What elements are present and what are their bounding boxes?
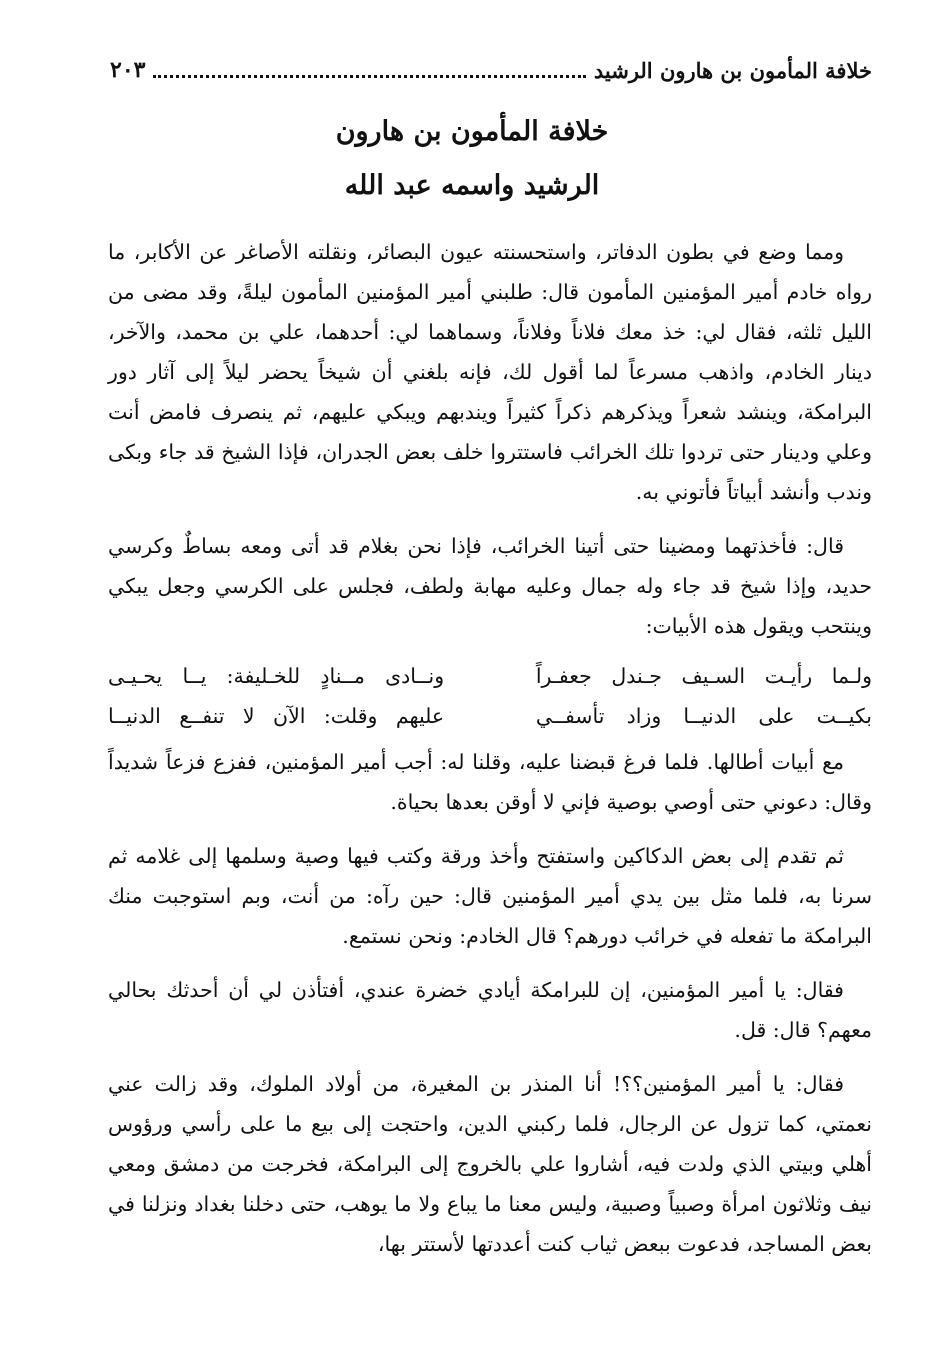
poem-verses <box>108 656 872 736</box>
paragraph-6: فقال: يا أمير المؤمنين؟؟! أنا المنذر بن المغيرة، من أولاد الملوك، وقد زالت عني نعمتي، كما تزول عن الرجال، فلما ركبني الدين، واحتجت إلى بيع ما على رأسي ورؤوس أهلي وبيتي الذي ولدت فيه، أشاروا علي بالخروج إلى البرامكة، فخرجت من دمشق ومعي نيف وثلاثون امرأة وصبياً وصبية، وليس معنا ما يباع ولا ما يوهب، حتى دخلنا بغداد ونزلنا في بعض المساجد، فدعوت ببعض ثياب كنت أعددتها لأستتر بها، <box>108 1072 872 1256</box>
header-dot-leader <box>153 73 585 78</box>
verse-2-second-hemistich: عليهم وقلت: الآن لا تنفــع الدنيــا <box>108 704 445 728</box>
verse-2-first-hemistich: بكيــت على الدنيــا وزاد تأسفــي <box>535 704 872 728</box>
paragraph-2: قال: فأخذتهما ومضينا حتى أتينا الخرائب، فإذا نحن بغلام قد أتى ومعه بساطٌ وكرسي حديد، وإذا شيخ قد جاء وله جمال وعليه مهابة ولطف، فجلس على الكرسي وجعل يبكي وينتحب ويقول هذه الأبيات: <box>108 534 872 638</box>
verse-row-1 <box>108 656 872 696</box>
chapter-title-line-2: الرشيد واسمه عبد الله <box>344 170 600 201</box>
paragraph-4: ثم تقدم إلى بعض الدكاكين واستفتح وأخذ ورقة وكتب فيها وصية وسلمها إلى غلامه ثم سرنا به، فلما مثل بين يدي أمير المؤمنين قال: حين رآه: من أنت، وبم استوجبت منك البرامكة ما تفعله في خرائب دورهم؟ قال الخادم: ونحن نستمع. <box>108 844 872 948</box>
paragraph-5: فقال: يا أمير المؤمنين، إن للبرامكة أيادي خضرة عندي، أفتأذن لي أن أحدثك بحالي معهم؟ قال: قل. <box>108 978 872 1042</box>
chapter-title-line-1: خلافة المأمون بن هارون <box>335 116 609 147</box>
verse-row-2 <box>108 696 872 736</box>
paragraph-3: مع أبيات أطالها. فلما فرغ قبضنا عليه، وقلنا له: أجب أمير المؤمنين، ففزع فزعاً شديداً وقال: دعوني حتى أوصي بوصية فإني لا أوقن بعدها بحياة. <box>108 750 872 814</box>
page-number: ٢٠٣ <box>110 57 146 83</box>
verse-1-first-hemistich: ولـما رأيـت السـيف جـندل جعفـراً <box>535 664 872 688</box>
running-title: خلافة المأمون بن هارون الرشيد <box>593 57 872 83</box>
page-header <box>110 52 872 88</box>
verse-1-second-hemistich: ونــادى مــنادٍ للخـليفة: يــا يحـيـى <box>108 664 445 688</box>
paragraph-1: ومما وضع في بطون الدفاتر، واستحسنته عيون البصائر، ونقلته الأصاغر عن الأكابر، ما رواه خادم أمير المؤمنين المأمون قال: طلبني أمير المؤمنين المأمون ليلةً، وقد مضى من الليل ثلثه، فقال لي: خذ معك فلاناً وفلاناً، وسماهما لي: أحدهما، علي بن محمد، والآخر، دينار الخادم، واذهب مسرعاً لما أقول لك، فإنه بلغني أن شيخاً يحضر ليلاً إلى آثار دور البرامكة، وينشد شعراً ويذكرهم ذكراً كثيراً ويندبهم ويبكي عليهم، ثم ينصرف فامض أنت وعلي ودينار حتى تردوا تلك الخرائب فاستتروا خلف بعض الجدران، فإذا الشيخ قد جاء وبكى وندب وأنشد أبياتاً فأتوني به. <box>108 240 872 504</box>
body-text <box>108 232 872 1264</box>
